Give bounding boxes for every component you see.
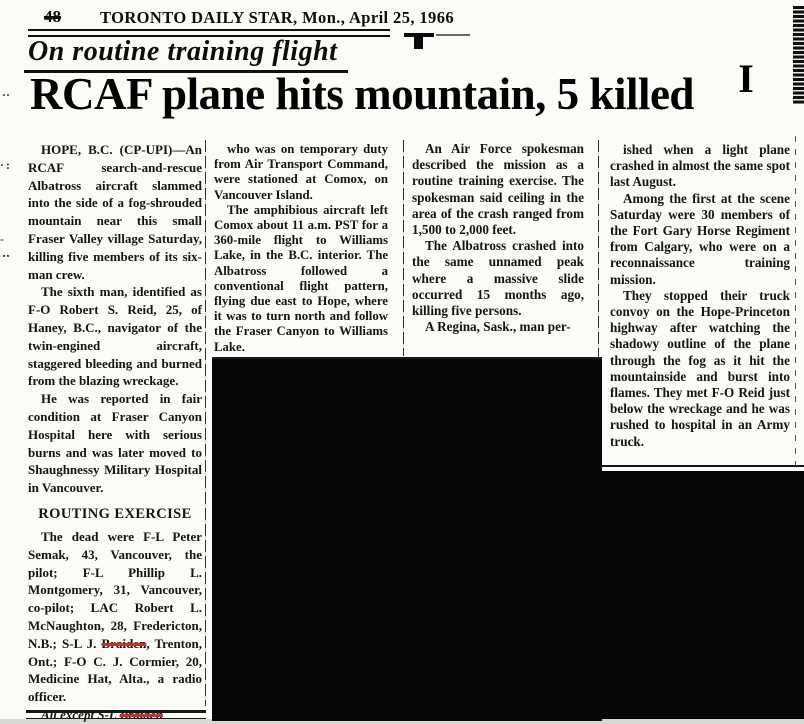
masthead-title: TORONTO DAILY STAR, Mon., April 25, 1966 (100, 8, 455, 27)
column-divider (403, 140, 404, 356)
column-divider (205, 140, 206, 706)
column-3 (412, 141, 584, 356)
film-edge-artifact (793, 6, 804, 104)
smudge-artifact (414, 36, 423, 49)
paragraph: The Albatross crashed into the same unnamed peak where a massive slide occurred 15 months ago, killing five persons. (412, 238, 584, 319)
paragraph: The dead were F-L Peter Semak, 43, Vancouver, the pilot; F-L Phillip L. Montgomery, 31, Vancouver, co-pilot; LAC Robert L. McNaughton, 28, Fredericton, N.B.; S-L J. Braiden, Trenton, Ont.; F-O C. J. Cormier, 20, Medicine Hat, Alta., a radio officer. (28, 528, 202, 705)
ink-mark-artifact: I (738, 56, 754, 101)
column-subhead: ROUTING EXERCISE (38, 505, 192, 522)
column-2 (214, 142, 388, 356)
paragraph: He was reported in fair condition at Fraser Canyon Hospital here with serious burns and was later moved to Shaughnessy Military Hospital in Vancouver. (28, 391, 202, 496)
paragraph: The sixth man, identified as F-O Robert S. Reid, 25, of Haney, B.C., navigator of the twin-engined aircraft, staggered bleeding and burned from the blazing wreckage. (28, 284, 202, 389)
paragraph: The amphibious aircraft left Comox about 11 a.m. PST for a 360-mile flight to Williams Lake, in the B.C. interior. The Albatross followed a conventional flight pattern, flying due east to Hope, where it was to turn north and follow the Fraser Canyon to Williams Lake. (214, 202, 388, 354)
search-hit-term: Braiden (101, 635, 147, 651)
column-1-end-rule (26, 710, 206, 719)
paragraph: HOPE, B.C. (CP-UPI)—An RCAF search-and-rescue Albatross aircraft slammed into the side of a fog-shrouded mountain near this small Fraser Valley village Saturday, killing five members of its six-man crew. (28, 142, 202, 282)
paragraph: All except S-L Braiden (41, 706, 163, 722)
redaction-block-center (212, 357, 602, 721)
paragraph: Among the first at the scene Saturday were 30 members of the Fort Gary Horse Regiment from Calgary, who were on a reconnaissance training mission. (610, 190, 790, 287)
search-hit-term: Braiden (119, 706, 163, 722)
column-1 (28, 141, 202, 722)
smudge-artifact (436, 34, 470, 36)
paragraph: who was on temporary duty from Air Transport Command, were stationed at Comox, on Vancouver Island. (214, 142, 388, 202)
redaction-block-right (597, 471, 804, 719)
margin-mark-artifact: - (0, 232, 4, 246)
paragraph: A Regina, Sask., man per- (425, 319, 571, 335)
paragraph: ished when a light plane crashed in almost the same spot last August. (610, 142, 790, 190)
headline: RCAF plane hits mountain, 5 killed (30, 69, 694, 119)
margin-mark-artifact: ·· (2, 88, 11, 102)
kicker-line: On routine training flight (28, 36, 338, 67)
paragraph: An Air Force spokesman described the mission as a routine training exercise. The spokesman said ceiling in the area of the crash ranged from 1,500 to 2,000 feet. (412, 141, 584, 238)
margin-mark-artifact: ·: (0, 158, 12, 172)
paragraph: They stopped their truck convoy on the Hope-Princeton highway after watching the shadowy outline of the plane through the fog as it hit the mountainside and burst into flames. They met F-O Reid just below the wreckage and he was rushed to hospital in an Army truck. (610, 287, 790, 449)
page-number: 48 (44, 7, 61, 26)
column-4 (610, 142, 790, 464)
margin-mark-artifact: ‥ (2, 246, 11, 260)
column-divider (795, 136, 796, 468)
